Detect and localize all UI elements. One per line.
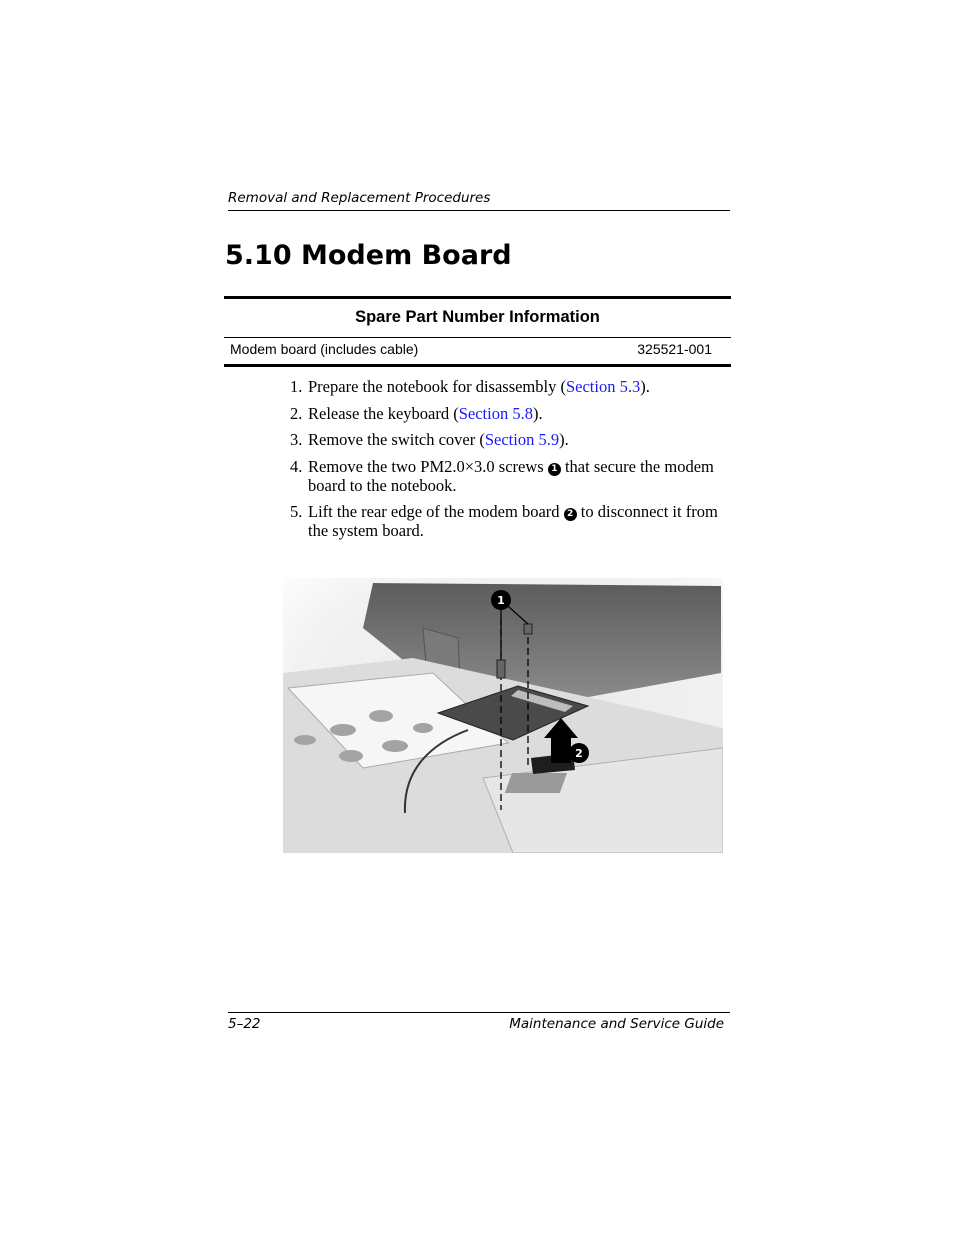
section-5-9-link[interactable]: Section 5.9 [484, 430, 560, 449]
step-text-end: that secure the modem board to the notebook. [308, 456, 714, 495]
spare-part-table-heading: Spare Part Number Information [224, 299, 731, 338]
step-5 [286, 502, 732, 540]
step-text: Remove the two PM2.0×3.0 screws [308, 456, 548, 476]
step-text-end: ). [640, 377, 650, 396]
chip [505, 773, 567, 793]
step-text-end: to disconnect it from the system board. [308, 502, 718, 540]
guide-title: Maintenance and Service Guide [509, 1016, 724, 1032]
step-number: 2. [290, 403, 303, 423]
step-number: 3. [290, 430, 303, 449]
step-1 [286, 377, 732, 396]
running-footer [228, 1012, 730, 1032]
step-text: Release the keyboard ( [308, 403, 459, 423]
step-text-end: ). [559, 430, 569, 449]
section-5-8-link[interactable]: Section 5.8 [458, 403, 533, 423]
callout-1-icon: 1 [548, 463, 561, 476]
step-text: Remove the switch cover ( [308, 430, 485, 449]
step-number: 5. [290, 502, 303, 521]
step-3 [286, 430, 732, 449]
step-text: Lift the rear edge of the modem board [308, 502, 564, 521]
step-text: Prepare the notebook for disassembly ( [308, 377, 566, 396]
spare-part-table [224, 296, 731, 367]
step-4 [286, 457, 732, 495]
callout-2-icon [569, 743, 589, 763]
step-text-end: ). [532, 403, 543, 423]
step-number: 1. [290, 377, 303, 396]
step-2 [286, 404, 732, 423]
screw-icon [497, 660, 505, 678]
screw-icon [524, 624, 532, 634]
step-number: 4. [290, 456, 303, 476]
running-header: Removal and Replacement Procedures [228, 190, 730, 211]
page-title: 5.10 Modem Board [225, 240, 512, 271]
callout-1-icon [491, 590, 511, 610]
callout-2-icon: 2 [564, 508, 577, 521]
procedure-steps [286, 377, 732, 548]
svg-text:2: 2 [575, 747, 583, 760]
part-number: 325521-001 [637, 341, 712, 357]
svg-text:1: 1 [497, 594, 505, 607]
section-5-3-link[interactable]: Section 5.3 [565, 377, 641, 396]
part-description: Modem board (includes cable) [230, 341, 419, 357]
page-number: 5–22 [228, 1016, 261, 1032]
modem-board-illustration [283, 578, 723, 853]
table-row [224, 338, 731, 364]
